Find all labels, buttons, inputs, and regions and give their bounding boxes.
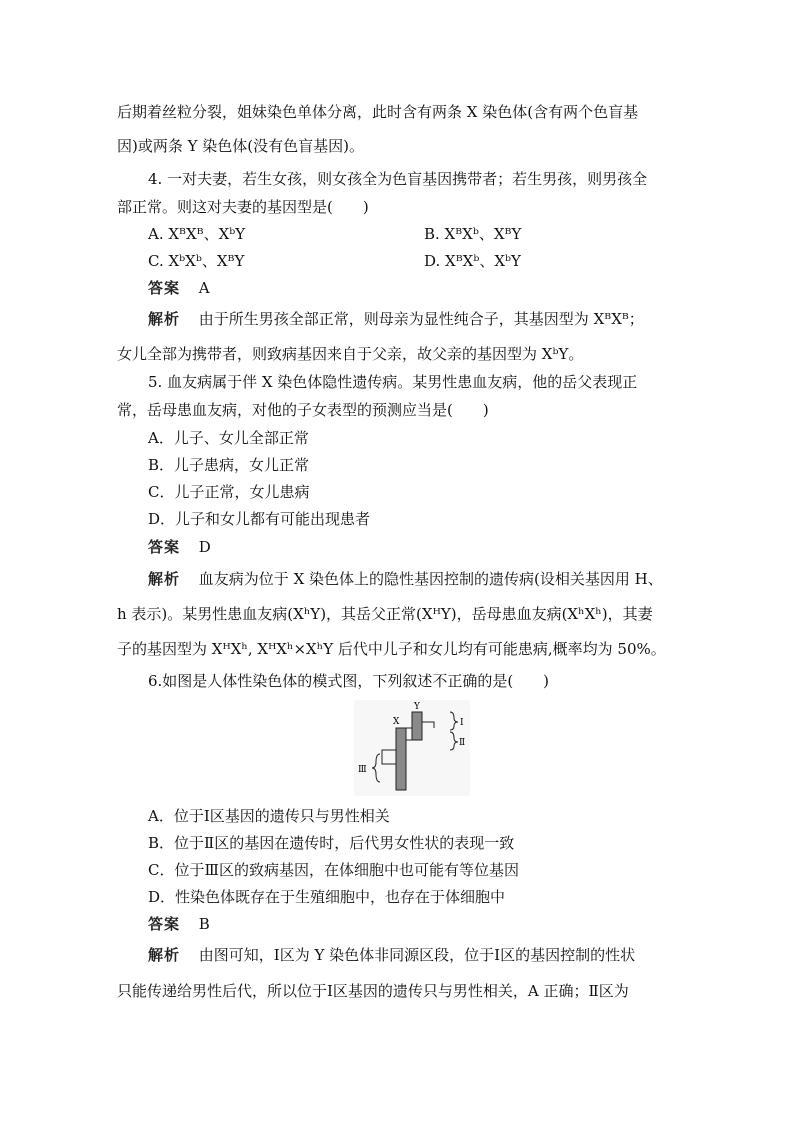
x-chromosome [396, 728, 406, 790]
q6-option-a: A．位于Ⅰ区基因的遗传只与男性相关 [148, 807, 390, 825]
q5-option-b: B．儿子患病，女儿正常 [148, 456, 310, 474]
q5-option-a: A．儿子、女儿全部正常 [148, 429, 309, 447]
analysis-text: 由于所生男孩全部正常，则母亲为显性纯合子，其基因型为 XᴮXᴮ； [198, 310, 644, 328]
q6-analysis-line-1 [148, 945, 635, 965]
label-ii: Ⅱ [459, 738, 466, 748]
q4-option-c: C. XᵇXᵇ、XᴮY [148, 252, 245, 270]
answer-value: B [198, 915, 210, 933]
label-i: Ⅰ [460, 718, 464, 728]
q4-option-d: D. XᴮXᵇ、XᵇY [424, 252, 521, 270]
label-x: X [393, 717, 400, 727]
q4-analysis-line-2: 女儿全部为携带者，则致病基因来自于父亲，故父亲的基因型为 XᵇY。 [117, 345, 584, 363]
answer-label: 答案 [148, 279, 181, 297]
analysis-label: 解析 [148, 570, 181, 588]
q5-analysis-line-3: 子的基因型为 XᴴXʰ, XᴴXʰ×XʰY 后代中儿子和女儿均有可能患病,概率均为 50%。 [117, 640, 666, 658]
label-iii: Ⅲ [358, 765, 367, 775]
q6-analysis-line-2: 只能传递给男性后代，所以位于Ⅰ区基因的遗传只与男性相关，A 正确；Ⅱ区为 [117, 982, 629, 1000]
q5-answer [148, 537, 211, 557]
sex-chromosome-figure [354, 700, 470, 796]
q4-analysis-line-1 [148, 309, 644, 329]
q4-answer [148, 278, 210, 298]
analysis-text: 血友病为位于 X 染色体上的隐性基因控制的遗传病(设相关基因用 H、 [198, 570, 663, 588]
intro-line-1: 后期着丝粒分裂，姐妹染色单体分离，此时含有两条 X 染色体(含有两个色盲基 [117, 103, 639, 121]
q5-option-d: D．儿子和女儿都有可能出现患者 [148, 510, 371, 528]
y-chromosome [412, 712, 422, 740]
q5-option-c: C．儿子正常，女儿患病 [148, 483, 310, 501]
q5-stem-line-2: 常，岳母患血友病，对他的子女表型的预测应当是( ) [117, 401, 489, 419]
analysis-label: 解析 [148, 946, 181, 964]
analysis-label: 解析 [148, 310, 181, 328]
q4-stem-line-2: 部正常。则这对夫妻的基因型是( ) [117, 198, 369, 216]
q5-stem-line-1: 5. 血友病属于伴 X 染色体隐性遗传病。某男性患血友病，他的岳父表现正 [148, 373, 638, 391]
analysis-text: 由图可知，Ⅰ区为 Y 染色体非同源区段，位于Ⅰ区的基因控制的性状 [198, 946, 636, 964]
q6-option-d: D．性染色体既存在于生殖细胞中，也存在于体细胞中 [148, 888, 506, 906]
q5-analysis-line-1 [148, 569, 663, 589]
q6-option-b: B．位于Ⅱ区的基因在遗传时，后代男女性状的表现一致 [148, 834, 515, 852]
q4-option-a: A. XᴮXᴮ、XᵇY [148, 225, 246, 243]
answer-label: 答案 [148, 538, 181, 556]
intro-line-2: 因)或两条 Y 染色体(没有色盲基因)。 [117, 137, 364, 155]
answer-value: D [198, 538, 211, 556]
answer-value: A [198, 279, 210, 297]
q6-stem: 6.如图是人体性染色体的模式图，下列叙述不正确的是( ) [148, 672, 550, 690]
q4-option-b: B. XᴮXᵇ、XᴮY [424, 225, 522, 243]
q5-analysis-line-2: h 表示)。某男性患血友病(XʰY)，其岳父正常(XᴴY)，岳母患血友病(XʰXʰ)，其妻 [117, 605, 653, 623]
answer-label: 答案 [148, 915, 181, 933]
q6-answer [148, 914, 210, 934]
q4-stem-line-1: 4. 一对夫妻，若生女孩，则女孩全为色盲基因携带者；若生男孩，则男孩全 [148, 170, 648, 188]
q6-option-c: C．位于Ⅲ区的致病基因，在体细胞中也可能有等位基因 [148, 861, 519, 879]
label-y: Y [414, 702, 420, 712]
